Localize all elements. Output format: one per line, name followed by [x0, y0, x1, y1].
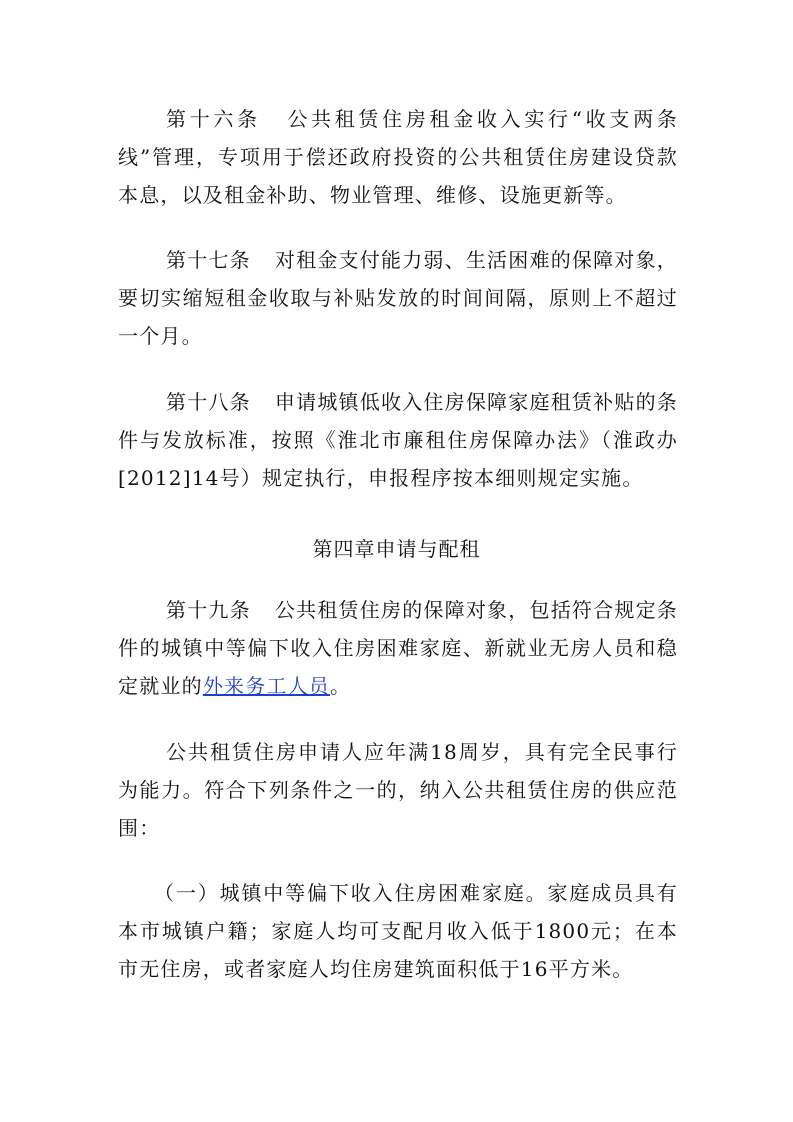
- article-17-text: 对租金支付能力弱、生活困难的保障对象，要切实缩短租金收取与补贴发放的时间间隔，原则上不超过一个月。: [118, 248, 678, 348]
- article-19-end: 。: [330, 674, 352, 698]
- article-17-label: 第十七条: [166, 248, 251, 272]
- article-19-label: 第十九条: [166, 598, 251, 622]
- article-17: [118, 241, 678, 355]
- item-1-text: （一）城镇中等偏下收入住房困难家庭。家庭成员具有本市城镇户籍；家庭人均可支配月收入低于1800元；在本市无住房，或者家庭人均住房建筑面积低于16平方米。: [118, 881, 678, 981]
- article-18-label: 第十八条: [166, 390, 251, 414]
- article-16-label: 第十六条: [166, 107, 261, 131]
- article-18-text: 申请城镇低收入住房保障家庭租赁补贴的条件与发放标准，按照《淮北市廉租住房保障办法》（淮政办[2012]14号）规定执行，申报程序按本细则规定实施。: [118, 390, 678, 490]
- article-16: [118, 100, 678, 214]
- applicant-paragraph: [118, 733, 678, 847]
- article-19-text: 公共租赁住房的保障对象，包括符合规定条件的城镇中等偏下收入住房困难家庭、新就业无房人员和稳定就业的: [118, 598, 678, 698]
- migrant-workers-link[interactable]: 外来务工人员: [202, 674, 331, 698]
- article-18: [118, 383, 678, 497]
- chapter-heading: 第四章申请与配租: [312, 537, 481, 561]
- article-19: [118, 591, 678, 705]
- item-1: [118, 874, 678, 988]
- article-16-text: 公共租赁住房租金收入实行“收支两条线”管理，专项用于偿还政府投资的公共租赁住房建设贷款本息，以及租金补助、物业管理、维修、设施更新等。: [118, 107, 678, 207]
- applicant-text: 公共租赁住房申请人应年满18周岁，具有完全民事行为能力。符合下列条件之一的，纳入公共租赁住房的供应范围：: [118, 740, 678, 840]
